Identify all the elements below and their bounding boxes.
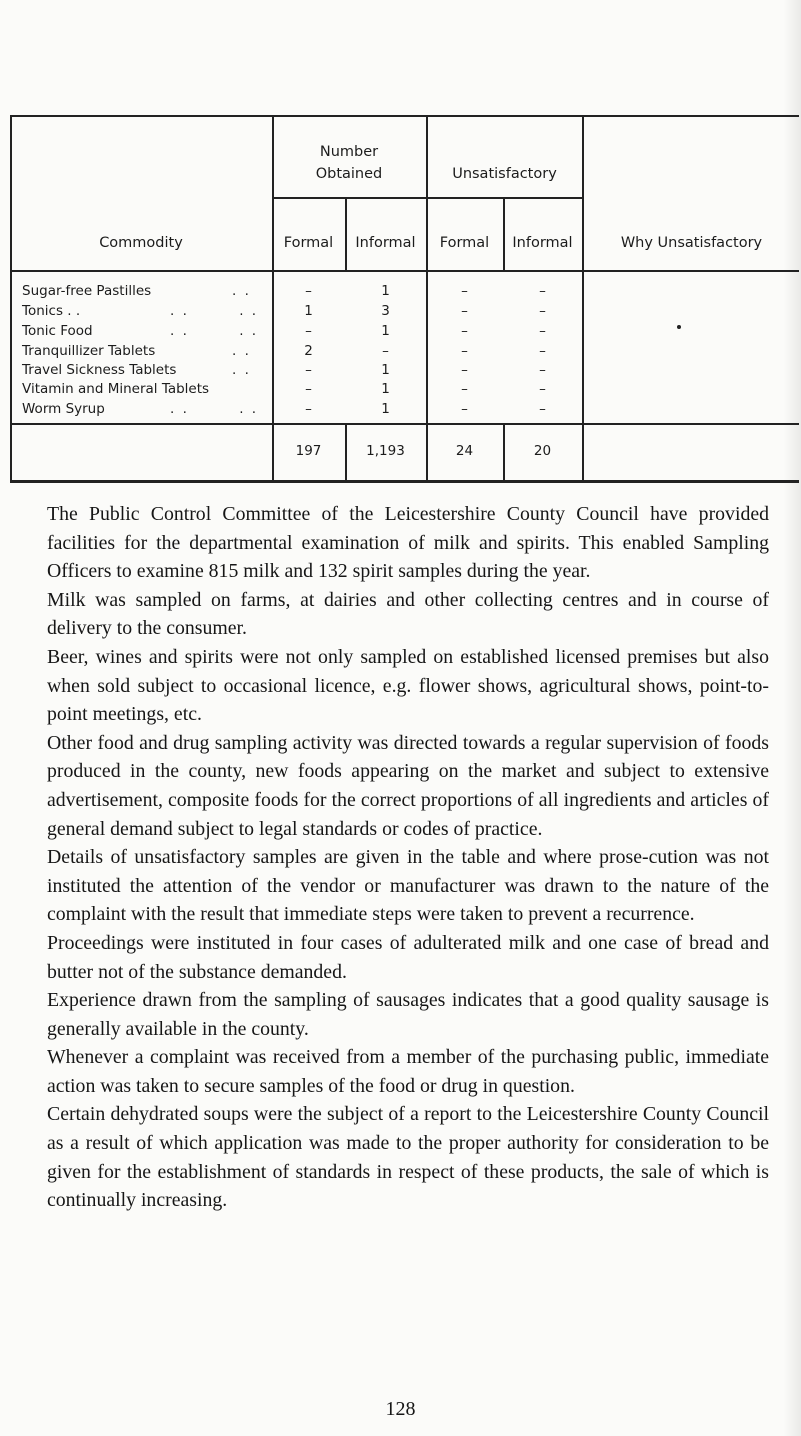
cell-informal: 3 [381, 303, 390, 319]
cell-unsat-formal: – [461, 401, 468, 417]
cell-formal: – [305, 283, 312, 299]
cell-unsat-formal: – [461, 303, 468, 319]
left-rule [10, 115, 12, 482]
cell-informal: 1 [381, 401, 390, 417]
leader-dots: . . . . [170, 401, 259, 417]
cell-informal: 1 [381, 362, 390, 378]
cell-unsat-informal: – [539, 303, 546, 319]
leader-dots: . . [232, 362, 251, 378]
row-name: Tonic Food [22, 323, 93, 339]
subheader-rule [272, 197, 583, 199]
leader-dots: . . . . [170, 303, 259, 319]
header-informal-obtained: Informal [355, 235, 416, 251]
paragraph: Details of unsatisfactory samples are given in the table and where prose-cution was not instituted the attention of the vendor or manufacturer was drawn to the nature of the complaint with the result that immediate steps were taken to prevent a recurrence. [47, 846, 769, 926]
body-text [47, 500, 769, 1215]
cell-unsat-informal: – [539, 323, 546, 339]
cell-unsat-formal: – [461, 381, 468, 397]
cell-unsat-formal: – [461, 323, 468, 339]
table-top-rule [10, 115, 799, 117]
cell-unsat-formal: – [461, 283, 468, 299]
page-number: 128 [385, 1398, 416, 1420]
header-why-unsatisfactory: Why Unsatisfactory [620, 235, 763, 251]
paragraph: The Public Control Committee of the Leicestershire County Council have provided facilities for the departmental examination of milk and spirits. This enabled Sampling Officers to examine 815 milk and 132 spirit samples during the year. [47, 503, 769, 583]
total-unsat-formal: 24 [455, 443, 474, 459]
total-formal: 197 [295, 443, 322, 459]
cell-unsat-formal: – [461, 362, 468, 378]
cell-unsat-formal: – [461, 343, 468, 359]
row-name: Sugar-free Pastilles [22, 283, 152, 299]
header-number-obtained: Number Obtained [315, 144, 383, 182]
row-name: Tranquillizer Tablets [22, 343, 156, 359]
header-informal-unsatisfactory: Informal [512, 235, 573, 251]
paragraph: Other food and drug sampling activity was directed towards a regular supervision of foods produced in the county, new foods appearing on the market and subject to extensive advertisement, composite foods for the correct proportions of all ingredients and articles of general demand subject to legal standards or codes of practice. [47, 731, 769, 840]
paragraph: Experience drawn from the sampling of sausages indicates that a good quality sausage is generally available in the county. [47, 989, 769, 1040]
row-name: Tonics . . [22, 303, 81, 319]
row-name: Worm Syrup [22, 401, 105, 417]
cell-unsat-informal: – [539, 343, 546, 359]
totals-top-rule [10, 423, 799, 425]
total-informal: 1,193 [366, 443, 405, 459]
header-bottom-rule [10, 270, 799, 272]
row-name: Travel Sickness Tablets [22, 362, 177, 378]
paragraph: Proceedings were instituted in four cases of adulterated milk and one case of bread and butter not of the substance demanded. [47, 931, 769, 983]
leader-dots: . . [232, 343, 251, 359]
paragraph: Whenever a complaint was received from a member of the purchasing public, immediate action was taken to secure samples of the food or drug in question. [47, 1046, 769, 1097]
cell-formal: – [305, 381, 312, 397]
cell-formal: – [305, 401, 312, 417]
unsatisfactory-samples-table [0, 0, 801, 482]
why-column-mark [677, 325, 681, 329]
header-unsatisfactory: Unsatisfactory [452, 166, 557, 182]
cell-unsat-informal: – [539, 283, 546, 299]
cell-unsat-informal: – [539, 401, 546, 417]
row-name: Vitamin and Mineral Tablets [22, 381, 210, 397]
total-unsat-informal: 20 [533, 443, 552, 459]
cell-unsat-informal: – [539, 381, 546, 397]
paragraph: Milk was sampled on farms, at dairies and other collecting centres and in course of delivery to the consumer. [47, 588, 769, 640]
header-commodity: Commodity [99, 235, 183, 251]
cell-formal: 1 [304, 303, 313, 319]
paragraph: Beer, wines and spirits were not only sampled on established licensed premises but also when sold subject to occasional licence, e.g. flower shows, agricultural shows, point-to-point meetings, etc. [47, 645, 769, 726]
cell-formal: 2 [304, 343, 313, 359]
header-formal-unsatisfactory: Formal [439, 235, 490, 251]
cell-informal: – [382, 343, 389, 359]
cell-formal: – [305, 323, 312, 339]
cell-formal: – [305, 362, 312, 378]
cell-unsat-informal: – [539, 362, 546, 378]
table-bottom-rule [10, 480, 799, 483]
paragraph: Certain dehydrated soups were the subject of a report to the Leicestershire County Council as a result of which application was made to the proper authority for consideration to be given for the establishment of standards in respect of these products, the sale of which is continually increasing. [47, 1103, 769, 1212]
leader-dots: . . [232, 283, 251, 299]
cell-informal: 1 [381, 381, 390, 397]
header-formal-obtained: Formal [283, 235, 334, 251]
cell-informal: 1 [381, 323, 390, 339]
cell-informal: 1 [381, 283, 390, 299]
leader-dots: . . . . [170, 323, 259, 339]
